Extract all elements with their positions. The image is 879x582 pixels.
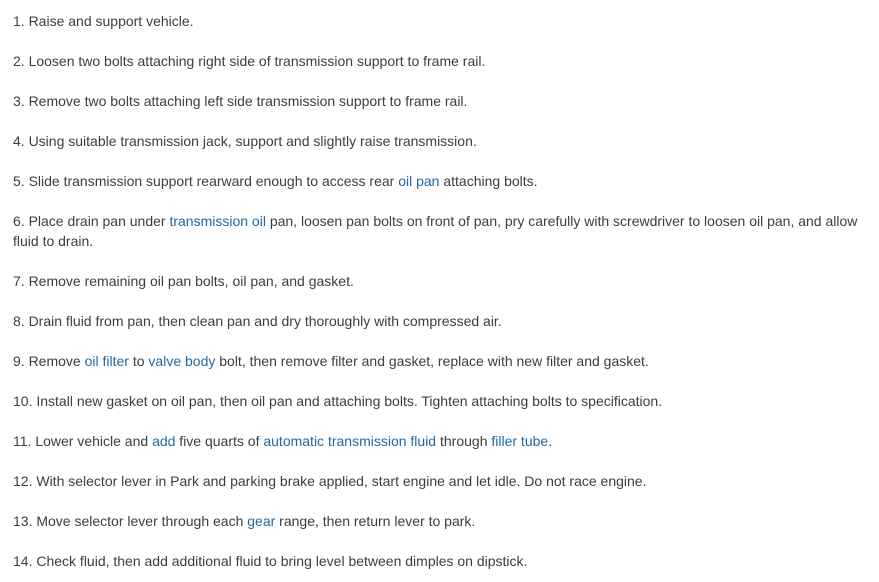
step-text: 7. Remove remaining oil pan bolts, oil pan, and gasket. <box>13 273 354 289</box>
step-text: five quarts of <box>175 433 264 449</box>
glossary-link[interactable]: filler tube <box>491 433 549 449</box>
step-text: 3. Remove two bolts attaching left side transmission support to frame rail. <box>13 93 468 109</box>
procedure-step <box>13 351 875 371</box>
glossary-link[interactable]: oil filter <box>84 353 129 369</box>
procedure-step <box>13 471 875 491</box>
step-text: through <box>436 433 492 449</box>
step-text: attaching bolts. <box>439 173 538 189</box>
procedure-step <box>13 11 875 31</box>
step-text: 11. Lower vehicle and <box>13 433 153 449</box>
step-text: 13. Move selector lever through each <box>13 513 248 529</box>
procedure-step <box>13 131 875 151</box>
glossary-link[interactable]: valve body <box>148 353 216 369</box>
procedure-step <box>13 511 875 531</box>
procedure-step <box>13 311 875 331</box>
procedure-step <box>13 551 875 571</box>
step-text: 2. Loosen two bolts attaching right side of transmission support to frame rail. <box>13 53 486 69</box>
step-text: . <box>548 433 553 449</box>
procedure-step <box>13 211 875 251</box>
step-text: 5. Slide transmission support rearward enough to access rear <box>13 173 399 189</box>
step-text: 9. Remove <box>13 353 85 369</box>
step-text: 6. Place drain pan under <box>13 213 170 229</box>
procedure-step <box>13 171 875 191</box>
step-text: range, then return lever to park. <box>275 513 476 529</box>
glossary-link[interactable]: oil pan <box>398 173 440 189</box>
step-text: 4. Using suitable transmission jack, support and slightly raise transmission. <box>13 133 477 149</box>
step-text: bolt, then remove filter and gasket, replace with new filter and gasket. <box>215 353 649 369</box>
step-text: 12. With selector lever in Park and parking brake applied, start engine and let idle. Do not race engine. <box>13 473 647 489</box>
step-text: 10. Install new gasket on oil pan, then oil pan and attaching bolts. Tighten attaching bolts to specification. <box>13 393 663 409</box>
procedure-step <box>13 91 875 111</box>
procedure-step <box>13 431 875 451</box>
step-text: 8. Drain fluid from pan, then clean pan and dry thoroughly with compressed air. <box>13 313 502 329</box>
step-text: 14. Check fluid, then add additional fluid to bring level between dimples on dipstick. <box>13 553 528 569</box>
glossary-link[interactable]: gear <box>247 513 276 529</box>
procedure-step <box>13 391 875 411</box>
procedure-step <box>13 51 875 71</box>
step-text: pan, loosen pan bolts on front of pan, pry carefully with screwdriver to loosen oil pan, and allow fluid to drain. <box>13 213 858 249</box>
glossary-link[interactable]: automatic transmission fluid <box>263 433 437 449</box>
step-text: to <box>128 353 149 369</box>
glossary-link[interactable]: add <box>152 433 176 449</box>
procedure-step <box>13 271 875 291</box>
step-text: 1. Raise and support vehicle. <box>13 13 194 29</box>
glossary-link[interactable]: transmission oil <box>169 213 266 229</box>
